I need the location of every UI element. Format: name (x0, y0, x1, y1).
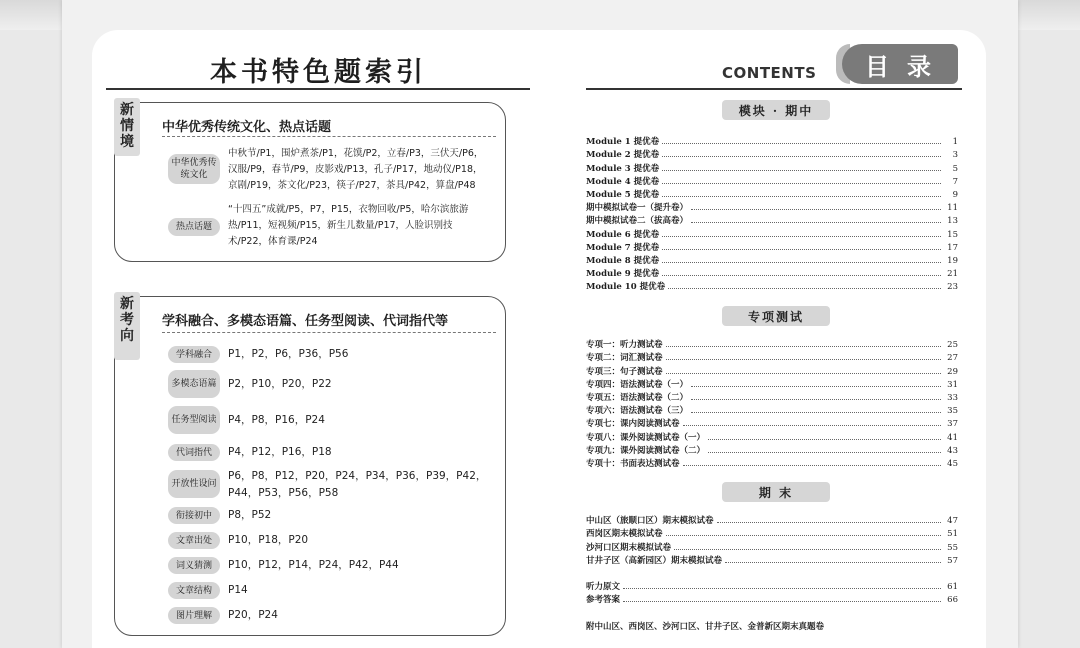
toc-entry (586, 187, 958, 200)
toc-entry-page: 3 (952, 150, 958, 161)
toc-entry (586, 416, 958, 429)
dot-leader (662, 170, 941, 171)
toc-entry-title: 专项四：语法测试卷（一） (586, 379, 689, 390)
toc-entry (586, 513, 958, 526)
new-context-heading: 中华优秀传统文化、热点话题 (162, 120, 332, 135)
toc-entry-page: 29 (947, 366, 958, 377)
row-text: P8，P52 (228, 509, 272, 521)
dot-leader (725, 562, 941, 563)
toc-entry-page: 1 (952, 137, 958, 148)
toc-entry-title: 参考答案 (586, 595, 621, 606)
toc-entry-title: Module 9 提优卷 (586, 269, 660, 280)
row-text: P10，P12，P14，P24，P42，P44 (228, 559, 399, 571)
toc-entry (586, 526, 958, 539)
label-pill: 热点话题 (168, 218, 220, 236)
toc-entry-page: 21 (947, 269, 958, 280)
dot-leader (623, 601, 941, 602)
toc-entry-title: Module 4 提优卷 (586, 176, 660, 187)
toc-entry (586, 174, 958, 187)
dot-leader (708, 452, 941, 453)
toc-entry-page: 7 (952, 176, 958, 187)
toc-entry (586, 226, 958, 239)
dot-leader (717, 522, 941, 523)
row-text: 中秋节/P1，围炉煮茶/P1，花馍/P2，立春/P3，三伏天/P6，汉服/P9，春节/P9，皮影戏/P13，孔子/P17，地动仪/P18，京剧/P19，茶文化/P23，筷子/P27，茶具/P42，算盘/P48 (228, 148, 484, 191)
row-text: P6，P8，P12，P20，P24，P34，P36，P39，P42，P44，P53，P56，P58 (228, 470, 487, 499)
toc-entry-title: Module 8 提优卷 (586, 255, 660, 266)
toc-entry (586, 240, 958, 253)
toc-entry-title: 专项五：语法测试卷（二） (586, 392, 689, 403)
dot-leader (683, 465, 941, 466)
label-pill: 衔接初中 (168, 507, 220, 524)
dot-leader (662, 262, 941, 263)
dot-leader (666, 535, 941, 536)
toc-entry-title: Module 1 提优卷 (586, 137, 660, 148)
toc-entry (586, 403, 958, 416)
toc-entry (586, 279, 958, 292)
toc-entry-title: 专项二：词汇测试卷 (586, 353, 663, 364)
toc-entry-page: 45 (947, 458, 958, 469)
mulu-badge: 目录 (842, 44, 958, 84)
row-text: P1，P2，P6，P36，P56 (228, 348, 349, 360)
toc-entry-page: 43 (947, 445, 958, 456)
section-label-final: 期 末 (722, 482, 830, 502)
dot-leader (691, 222, 941, 223)
dot-leader (691, 386, 941, 387)
contents-underline (586, 88, 962, 90)
dot-leader (662, 249, 941, 250)
toc-entry-title: Module 7 提优卷 (586, 242, 660, 253)
toc-entry-page: 37 (947, 419, 958, 430)
toc-entry (586, 350, 958, 363)
dot-leader (691, 209, 941, 210)
toc-entry-page: 51 (947, 529, 958, 540)
toc-entry-page: 5 (952, 163, 958, 174)
toc-entry-page: 66 (947, 595, 958, 606)
toc-entry-page: 33 (947, 392, 958, 403)
toc-entry (586, 266, 958, 279)
dot-leader (668, 288, 941, 289)
toc-entry-page: 11 (947, 203, 958, 214)
dot-leader (662, 275, 941, 276)
toc-entry-title: 专项八：课外阅读测试卷（一） (586, 432, 706, 443)
label-pill: 开放性设问 (168, 470, 220, 498)
toc-entry-page: 31 (947, 379, 958, 390)
dot-leader (662, 183, 941, 184)
toc-entry (586, 579, 958, 592)
section-label-special-tests: 专项测试 (722, 306, 830, 326)
toc-entry (586, 200, 958, 213)
toc-entry (586, 253, 958, 266)
new-context-tag: 新情境 (114, 98, 140, 156)
toc-entry-title: Module 3 提优卷 (586, 163, 660, 174)
dot-leader (674, 549, 941, 550)
toc-entry (586, 592, 958, 605)
toc-entry (586, 390, 958, 403)
toc-entry-page: 13 (947, 216, 958, 227)
label-pill: 多模态语篇 (168, 370, 220, 398)
toc-entry-page: 15 (947, 229, 958, 240)
dot-leader (666, 373, 941, 374)
dot-leader (662, 156, 941, 157)
dot-leader (691, 412, 941, 413)
toc-entry-title: 沙河口区期末模拟试卷 (586, 542, 672, 553)
toc-entry-page: 27 (947, 353, 958, 364)
toc-special-tests (586, 337, 958, 469)
toc-entry-title: 中山区（旅顺口区）期末模拟试卷 (586, 516, 714, 527)
toc-entry-title: 专项十：书面表达测试卷 (586, 458, 680, 469)
toc-entry-title: 西岗区期末模拟试卷 (586, 529, 663, 540)
toc-entry-title: 专项三：句子测试卷 (586, 366, 663, 377)
toc-entry-title: 专项一：听力测试卷 (586, 340, 663, 351)
toc-entry-title: Module 2 提优卷 (586, 150, 660, 161)
toc-entry (586, 553, 958, 566)
new-direction-tag: 新考向 (114, 292, 140, 360)
dot-leader (662, 236, 941, 237)
toc-entry-title: 专项六：语法测试卷（三） (586, 406, 689, 417)
dot-leader (623, 588, 941, 589)
document-page (92, 30, 986, 648)
row-text: P4，P12，P16，P18 (228, 446, 332, 458)
label-pill: 代词指代 (168, 444, 220, 461)
toc-entry-title: 期中模拟试卷二（拔高卷） (586, 216, 689, 227)
dot-leader (662, 196, 941, 197)
toc-entry-page: 19 (947, 255, 958, 266)
toc-entry-page: 55 (947, 542, 958, 553)
toc-entry (586, 539, 958, 552)
toc-entry (586, 134, 958, 147)
toc-entry-page: 23 (947, 282, 958, 293)
label-pill: 文章结构 (168, 582, 220, 599)
label-pill: 中华优秀传统文化 (168, 154, 220, 184)
toc-entry-title: 期中模拟试卷一（提升卷） (586, 203, 689, 214)
heading-divider (162, 136, 496, 137)
toc-entry-page: 25 (947, 340, 958, 351)
label-pill: 学科融合 (168, 346, 220, 363)
dot-leader (691, 399, 941, 400)
toc-entry-title: Module 6 提优卷 (586, 229, 660, 240)
toc-entry (586, 337, 958, 350)
row-text: P4，P8，P16，P24 (228, 414, 325, 426)
toc-final (586, 513, 958, 566)
row-text: P20，P24 (228, 609, 278, 621)
label-pill: 任务型阅读 (168, 406, 220, 434)
index-title: 本书特色题索引 (210, 57, 427, 88)
toc-entry-title: 听力原文 (586, 582, 621, 593)
toc-entry-page: 61 (947, 582, 958, 593)
title-underline (106, 88, 530, 90)
label-pill: 图片理解 (168, 607, 220, 624)
toc-entry-page: 41 (947, 432, 958, 443)
toc-entry (586, 429, 958, 442)
dot-leader (662, 143, 941, 144)
toc-entry-page: 9 (952, 189, 958, 200)
row-text: P14 (228, 584, 248, 596)
toc-entry-page: 17 (947, 242, 958, 253)
toc-appendix (586, 579, 958, 605)
row-text: “十四五”成就/P5，P7，P15，衣物回收/P5，哈尔滨旅游热/P11，短视频/P15，新生儿数量/P17，人脸识别技术/P22，体育课/P24 (228, 204, 469, 247)
toc-entry (586, 213, 958, 226)
toc-entry-page: 57 (947, 555, 958, 566)
toc-entry-title: 专项七：课内阅读测试卷 (586, 419, 680, 430)
row-text: P10，P18，P20 (228, 534, 309, 546)
toc-entry-title: Module 5 提优卷 (586, 189, 660, 200)
label-pill: 文章出处 (168, 532, 220, 549)
toc-entry (586, 377, 958, 390)
row-text: P2，P10，P20，P22 (228, 378, 332, 390)
dot-leader (708, 439, 941, 440)
toc-entry (586, 456, 958, 469)
section-label-module-midterm: 模块 · 期中 (722, 100, 830, 120)
toc-entry-page: 35 (947, 406, 958, 417)
contents-word: CONTENTS (722, 64, 817, 82)
toc-entry-title: Module 10 提优卷 (586, 282, 666, 293)
toc-entry (586, 363, 958, 376)
toc-entry (586, 160, 958, 173)
dot-leader (666, 359, 941, 360)
heading-divider (162, 332, 496, 333)
toc-module-midterm (586, 134, 958, 292)
dot-leader (666, 346, 941, 347)
toc-entry-page: 47 (947, 516, 958, 527)
toc-entry (586, 147, 958, 160)
dot-leader (683, 425, 941, 426)
toc-entry-title: 专项九：课外阅读测试卷（二） (586, 445, 706, 456)
label-pill: 词义猜测 (168, 557, 220, 574)
footer-note: 附中山区、西岗区、沙河口区、甘井子区、金普新区期末真题卷 (586, 622, 825, 632)
toc-entry (586, 443, 958, 456)
new-direction-heading: 学科融合、多模态语篇、任务型阅读、代词指代等 (162, 314, 449, 329)
toc-entry-title: 甘井子区（高新园区）期末模拟试卷 (586, 555, 723, 566)
